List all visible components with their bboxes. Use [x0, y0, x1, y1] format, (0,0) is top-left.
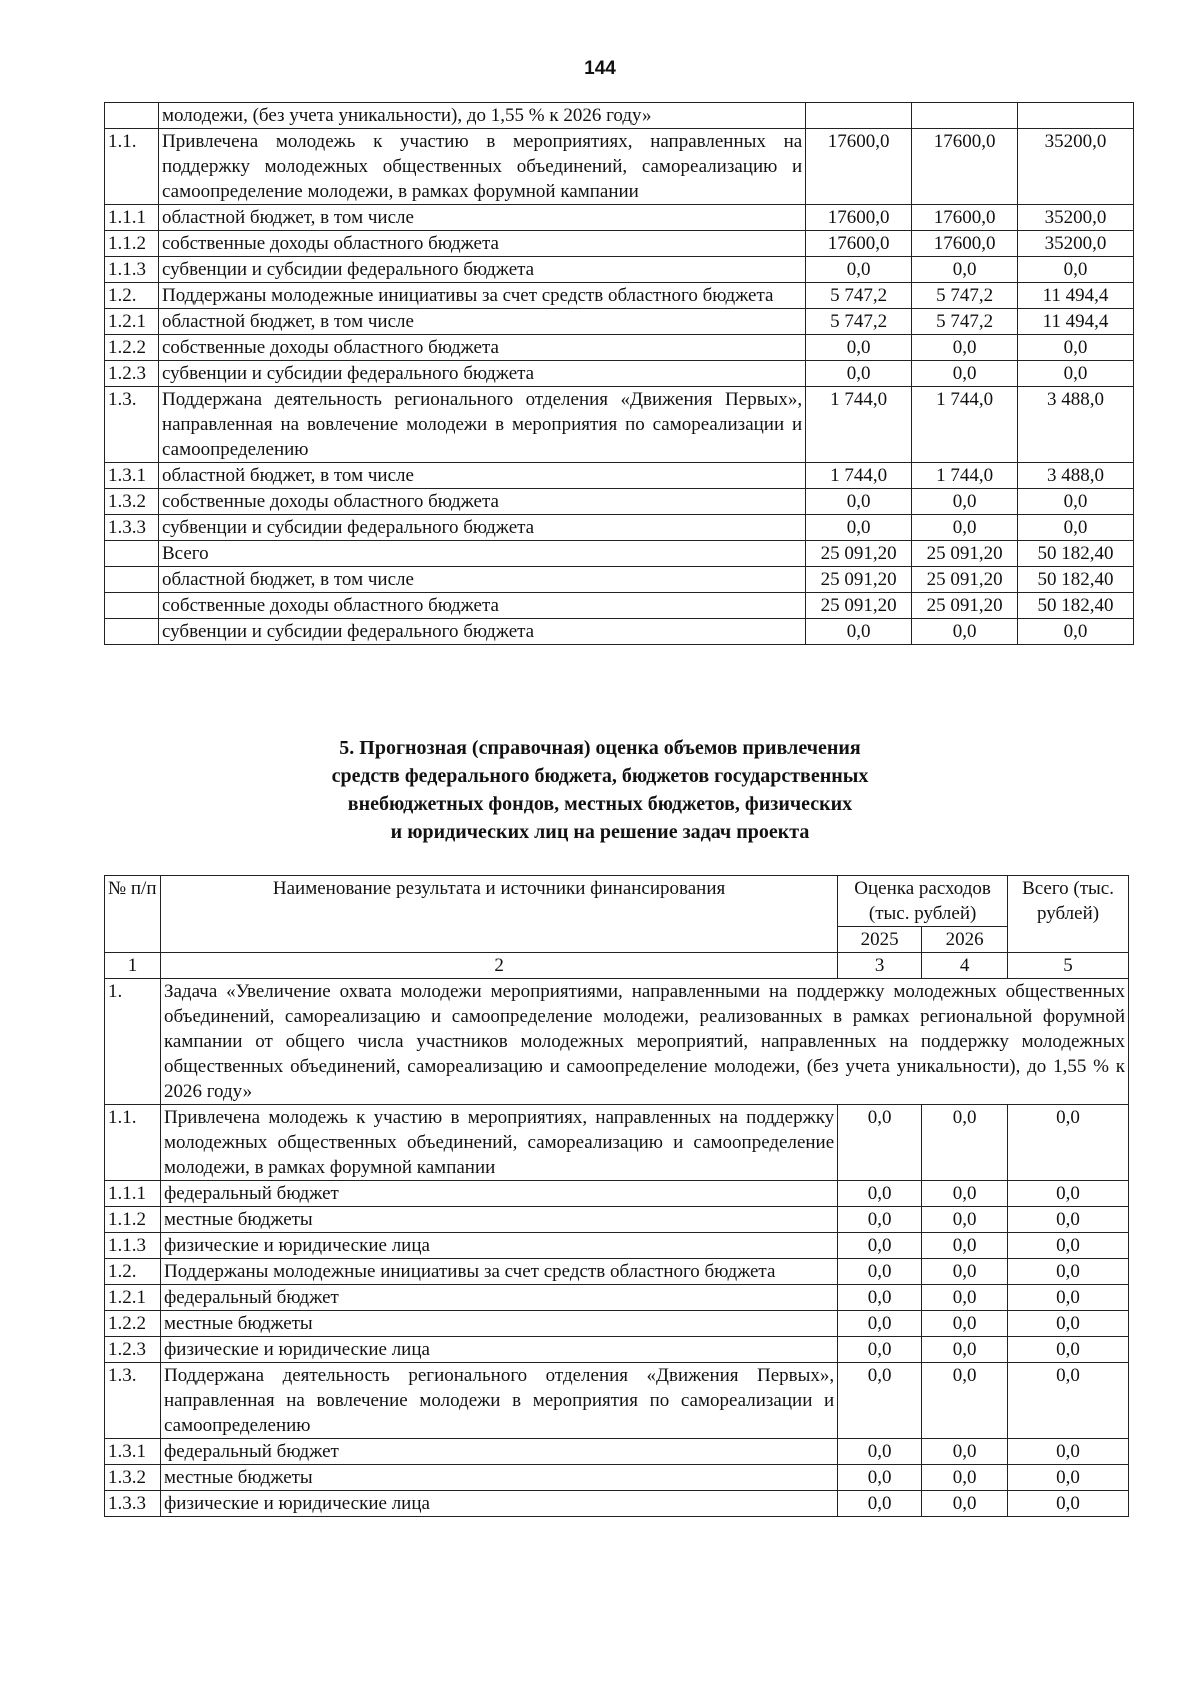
- row-total: 0,0: [1018, 515, 1134, 541]
- row-value-2026: 0,0: [912, 257, 1018, 283]
- row-num: [105, 593, 159, 619]
- row-total: 0,0: [1008, 1337, 1129, 1363]
- row-value-2026: 0,0: [922, 1337, 1008, 1363]
- row-total: 11 494,4: [1018, 283, 1134, 309]
- row-name: Всего: [158, 541, 805, 567]
- row-total: 0,0: [1018, 335, 1134, 361]
- row-total: 0,0: [1018, 619, 1134, 645]
- section-title-line: средств федерального бюджета, бюджетов государственных: [331, 765, 869, 787]
- column-number: 4: [922, 953, 1008, 979]
- row-value-2025: 0,0: [806, 257, 912, 283]
- row-value-2025: 0,0: [838, 1337, 922, 1363]
- row-value-2025: 25 091,20: [806, 567, 912, 593]
- table-column-numbers: [105, 953, 1129, 979]
- row-value-2025: 17600,0: [806, 129, 912, 205]
- header-year-2026: 2026: [922, 927, 1008, 953]
- row-name: субвенции и субсидии федерального бюджета: [158, 361, 805, 387]
- row-num: 1.2.2: [105, 1311, 161, 1337]
- row-total: 0,0: [1018, 489, 1134, 515]
- row-value-2026: 17600,0: [912, 129, 1018, 205]
- forecast-table-body: [105, 979, 1129, 1517]
- row-value-2025: 0,0: [838, 1491, 922, 1517]
- row-total: 0,0: [1018, 361, 1134, 387]
- row-value-2026: 0,0: [912, 515, 1018, 541]
- row-num: 1.2.1: [105, 1285, 161, 1311]
- task-text: Задача «Увеличение охвата молодежи мероприятиями, направленными на поддержку молодежных общественных объединений, самореализацию и самоопределение молодежи, реализованных в рамках региональной форумной кампании от общего числа участников молодежных мероприятий, направленных на поддержку молодежных общественных объединений, самореализацию и самоопределение молодежи, (без учета уникальности), до 1,55 % к 2026 году»: [160, 979, 1128, 1105]
- row-name: федеральный бюджет: [160, 1439, 837, 1465]
- row-value-2026: 1 744,0: [912, 387, 1018, 463]
- funding-table-body: [105, 103, 1134, 645]
- table-row: [105, 1259, 1129, 1285]
- row-value-2025: 0,0: [838, 1363, 922, 1439]
- table-row: [105, 1491, 1129, 1517]
- section-title-line: внебюджетных фондов, местных бюджетов, физических: [347, 793, 853, 815]
- row-value-2025: 1 744,0: [806, 387, 912, 463]
- row-value-2025: 0,0: [838, 1105, 922, 1181]
- row-total: 0,0: [1008, 1105, 1129, 1181]
- row-value-2026: 0,0: [912, 361, 1018, 387]
- table-row: [105, 489, 1134, 515]
- row-value-2026: 25 091,20: [912, 593, 1018, 619]
- row-num: 1.3.3: [105, 515, 159, 541]
- row-num: [105, 619, 159, 645]
- row-name: молодежи, (без учета уникальности), до 1,55 % к 2026 году»: [158, 103, 805, 129]
- row-value-2025: 0,0: [806, 619, 912, 645]
- row-value-2025: [806, 103, 912, 129]
- row-value-2026: 17600,0: [912, 231, 1018, 257]
- row-value-2026: 25 091,20: [912, 567, 1018, 593]
- section-5-title: [0, 734, 1200, 846]
- header-estimate: Оценка расходов (тыс. рублей): [838, 876, 1008, 927]
- row-value-2026: 25 091,20: [912, 541, 1018, 567]
- row-value-2025: 0,0: [806, 335, 912, 361]
- row-num: 1.1.2: [105, 231, 159, 257]
- page-number: 144: [584, 58, 616, 79]
- row-value-2025: 17600,0: [806, 231, 912, 257]
- row-total: 0,0: [1008, 1259, 1129, 1285]
- row-value-2025: 0,0: [838, 1285, 922, 1311]
- row-name: физические и юридические лица: [160, 1491, 837, 1517]
- row-value-2026: 0,0: [912, 619, 1018, 645]
- header-name: Наименование результата и источники финансирования: [160, 876, 837, 953]
- row-value-2026: 0,0: [922, 1465, 1008, 1491]
- row-value-2025: 0,0: [838, 1465, 922, 1491]
- row-name: физические и юридические лица: [160, 1337, 837, 1363]
- table-row: [105, 1439, 1129, 1465]
- row-num: 1.2.: [105, 283, 159, 309]
- table-row: [105, 361, 1134, 387]
- table-row: [105, 567, 1134, 593]
- table-row: [105, 463, 1134, 489]
- table-row: [105, 1181, 1129, 1207]
- task-num: 1.: [105, 979, 161, 1105]
- table-row: [105, 1363, 1129, 1439]
- row-name: собственные доходы областного бюджета: [158, 335, 805, 361]
- row-value-2026: 17600,0: [912, 205, 1018, 231]
- table-row: [105, 1337, 1129, 1363]
- row-value-2025: 0,0: [838, 1207, 922, 1233]
- row-num: 1.3.2: [105, 489, 159, 515]
- row-total: 0,0: [1008, 1439, 1129, 1465]
- table-row: [105, 541, 1134, 567]
- table-row: [105, 335, 1134, 361]
- table-row: [105, 283, 1134, 309]
- table-row: [105, 1465, 1129, 1491]
- row-value-2026: 0,0: [912, 335, 1018, 361]
- row-value-2025: 1 744,0: [806, 463, 912, 489]
- row-num: 1.3.1: [105, 463, 159, 489]
- row-num: [105, 541, 159, 567]
- row-name: областной бюджет, в том числе: [158, 463, 805, 489]
- row-total: 0,0: [1008, 1465, 1129, 1491]
- row-value-2026: 0,0: [922, 1439, 1008, 1465]
- row-name: Привлечена молодежь к участию в мероприятиях, направленных на поддержку молодежных общественных объединений, самореализацию и самоопределение молодежи, в рамках форумной кампании: [160, 1105, 837, 1181]
- row-total: 50 182,40: [1018, 593, 1134, 619]
- row-name: собственные доходы областного бюджета: [158, 231, 805, 257]
- table-row: [105, 309, 1134, 335]
- row-value-2025: 17600,0: [806, 205, 912, 231]
- table-row: [105, 619, 1134, 645]
- row-value-2026: 5 747,2: [912, 309, 1018, 335]
- row-num: 1.1.: [105, 129, 159, 205]
- row-value-2026: 0,0: [922, 1311, 1008, 1337]
- row-num: 1.3.: [105, 1363, 161, 1439]
- row-num: 1.3.: [105, 387, 159, 463]
- row-name: местные бюджеты: [160, 1207, 837, 1233]
- table-row: [105, 515, 1134, 541]
- row-total: 0,0: [1008, 1207, 1129, 1233]
- row-value-2026: 0,0: [922, 1285, 1008, 1311]
- row-total: 0,0: [1018, 257, 1134, 283]
- row-value-2025: 5 747,2: [806, 283, 912, 309]
- table-row: [105, 1105, 1129, 1181]
- row-name: субвенции и субсидии федерального бюджета: [158, 619, 805, 645]
- row-total: 0,0: [1008, 1491, 1129, 1517]
- row-name: физические и юридические лица: [160, 1233, 837, 1259]
- row-name: областной бюджет, в том числе: [158, 309, 805, 335]
- table-row: [105, 257, 1134, 283]
- row-value-2025: 0,0: [838, 1259, 922, 1285]
- row-value-2025: 5 747,2: [806, 309, 912, 335]
- header-num: № п/п: [105, 876, 161, 953]
- row-value-2026: 0,0: [922, 1363, 1008, 1439]
- row-value-2025: 0,0: [806, 361, 912, 387]
- table-row: [105, 1207, 1129, 1233]
- row-name: собственные доходы областного бюджета: [158, 593, 805, 619]
- funding-table-continued: [104, 102, 1134, 645]
- row-num: 1.2.: [105, 1259, 161, 1285]
- row-name: местные бюджеты: [160, 1465, 837, 1491]
- row-value-2026: 0,0: [922, 1491, 1008, 1517]
- row-num: [105, 567, 159, 593]
- row-num: [105, 103, 159, 129]
- table-row: [105, 387, 1134, 463]
- table-row: [105, 205, 1134, 231]
- header-year-2025: 2025: [838, 927, 922, 953]
- row-num: 1.3.1: [105, 1439, 161, 1465]
- row-total: 11 494,4: [1018, 309, 1134, 335]
- row-num: 1.1.1: [105, 1181, 161, 1207]
- row-value-2025: 0,0: [838, 1439, 922, 1465]
- row-name: областной бюджет, в том числе: [158, 205, 805, 231]
- row-name: субвенции и субсидии федерального бюджета: [158, 515, 805, 541]
- row-total: 0,0: [1008, 1311, 1129, 1337]
- row-num: 1.3.2: [105, 1465, 161, 1491]
- row-name: субвенции и субсидии федерального бюджета: [158, 257, 805, 283]
- row-total: 3 488,0: [1018, 387, 1134, 463]
- row-value-2025: 0,0: [806, 515, 912, 541]
- column-number: 5: [1008, 953, 1129, 979]
- row-name: Поддержана деятельность регионального отделения «Движения Первых», направленная на вовлечение молодежи в мероприятия по самореализации и самоопределению: [160, 1363, 837, 1439]
- row-value-2026: 0,0: [922, 1207, 1008, 1233]
- row-value-2025: 0,0: [838, 1311, 922, 1337]
- header-total: Всего (тыс. рублей): [1008, 876, 1129, 953]
- row-value-2025: 0,0: [838, 1181, 922, 1207]
- row-total: 0,0: [1008, 1181, 1129, 1207]
- row-num: 1.2.3: [105, 1337, 161, 1363]
- row-name: Поддержана деятельность регионального отделения «Движения Первых», направленная на вовлечение молодежи в мероприятия по самореализации и самоопределению: [158, 387, 805, 463]
- row-name: местные бюджеты: [160, 1311, 837, 1337]
- row-value-2026: 0,0: [922, 1105, 1008, 1181]
- section-title-line: и юридических лиц на решение задач проекта: [390, 821, 810, 843]
- row-num: 1.1.: [105, 1105, 161, 1181]
- row-total: 0,0: [1008, 1285, 1129, 1311]
- row-num: 1.2.2: [105, 335, 159, 361]
- row-total: 35200,0: [1018, 129, 1134, 205]
- row-total: 0,0: [1008, 1363, 1129, 1439]
- table-row: [105, 593, 1134, 619]
- row-value-2026: 5 747,2: [912, 283, 1018, 309]
- row-value-2026: 0,0: [922, 1233, 1008, 1259]
- row-total: 35200,0: [1018, 205, 1134, 231]
- row-value-2025: 25 091,20: [806, 541, 912, 567]
- row-value-2025: 0,0: [838, 1233, 922, 1259]
- row-name: Поддержаны молодежные инициативы за счет средств областного бюджета: [160, 1259, 837, 1285]
- row-name: собственные доходы областного бюджета: [158, 489, 805, 515]
- column-number: 2: [160, 953, 837, 979]
- table-row: [105, 1311, 1129, 1337]
- row-total: 50 182,40: [1018, 567, 1134, 593]
- row-num: 1.1.2: [105, 1207, 161, 1233]
- row-value-2026: 0,0: [912, 489, 1018, 515]
- table-row: [105, 231, 1134, 257]
- row-value-2026: 0,0: [922, 1181, 1008, 1207]
- row-total: 50 182,40: [1018, 541, 1134, 567]
- column-number: 3: [838, 953, 922, 979]
- column-number: 1: [105, 953, 161, 979]
- row-name: областной бюджет, в том числе: [158, 567, 805, 593]
- row-total: 0,0: [1008, 1233, 1129, 1259]
- row-value-2026: 1 744,0: [912, 463, 1018, 489]
- row-name: федеральный бюджет: [160, 1181, 837, 1207]
- section-title-line: 5. Прогнозная (справочная) оценка объемов привлечения: [339, 737, 861, 759]
- row-total: 3 488,0: [1018, 463, 1134, 489]
- table-row: [105, 103, 1134, 129]
- row-total: 35200,0: [1018, 231, 1134, 257]
- row-value-2026: 0,0: [922, 1259, 1008, 1285]
- forecast-table: [104, 875, 1129, 1517]
- row-num: 1.1.3: [105, 257, 159, 283]
- table-row: [105, 1233, 1129, 1259]
- row-name: федеральный бюджет: [160, 1285, 837, 1311]
- row-num: 1.1.3: [105, 1233, 161, 1259]
- row-num: 1.2.1: [105, 309, 159, 335]
- row-value-2026: [912, 103, 1018, 129]
- row-num: 1.3.3: [105, 1491, 161, 1517]
- row-total: [1018, 103, 1134, 129]
- row-name: Привлечена молодежь к участию в мероприятиях, направленных на поддержку молодежных общественных объединений, самореализацию и самоопределение молодежи, в рамках форумной кампании: [158, 129, 805, 205]
- row-name: Поддержаны молодежные инициативы за счет средств областного бюджета: [158, 283, 805, 309]
- table-header-row: [105, 876, 1129, 927]
- table-row: [105, 129, 1134, 205]
- task-row: [105, 979, 1129, 1105]
- row-num: 1.1.1: [105, 205, 159, 231]
- table-row: [105, 1285, 1129, 1311]
- row-num: 1.2.3: [105, 361, 159, 387]
- row-value-2025: 25 091,20: [806, 593, 912, 619]
- row-value-2025: 0,0: [806, 489, 912, 515]
